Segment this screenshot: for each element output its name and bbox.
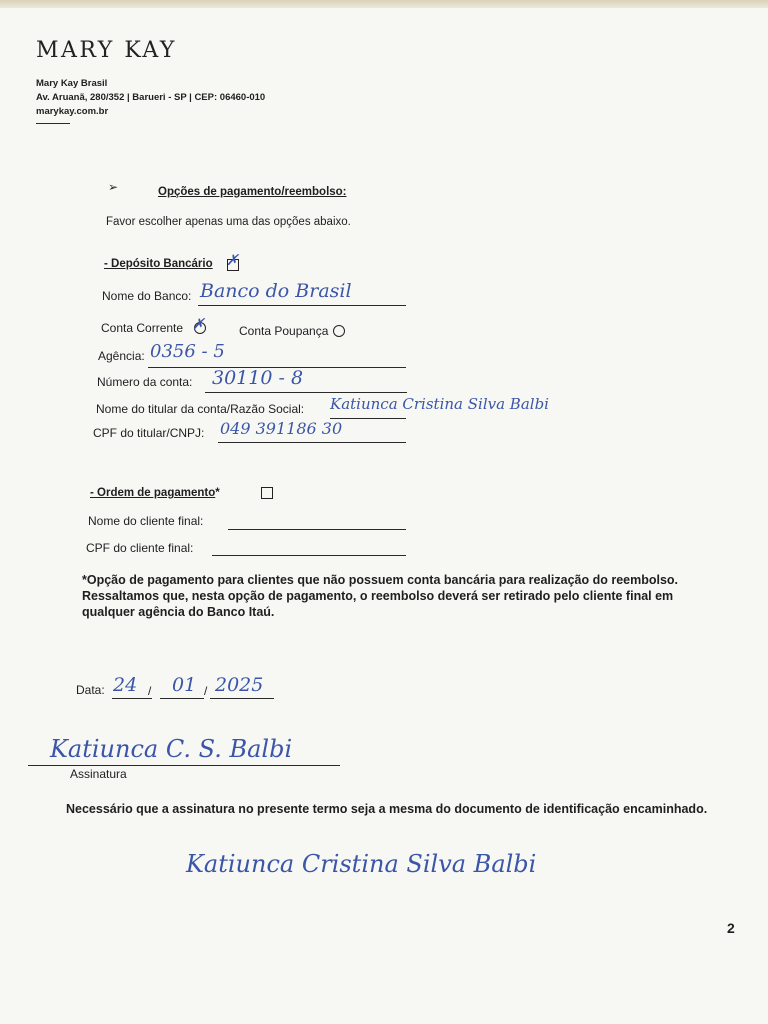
bank-name-label: Nome do Banco: (102, 289, 192, 303)
cpf-cliente-label: CPF do cliente final: (86, 541, 194, 555)
ordem-note: *Opção de pagamento para clientes que não possuem conta bancária para realização do reembolso. Ressaltamos que, nesta opção de pagamento, o reembolso deverá ser retirado pelo cliente final em qualquer agência do Banco Itaú. (82, 573, 679, 619)
section-title: Opções de pagamento/reembolso: (158, 186, 347, 198)
numero-conta-value[interactable]: 30110 - 8 (212, 367, 304, 389)
agencia-value[interactable]: 0356 - 5 (150, 341, 225, 362)
date-month-line (160, 698, 204, 699)
company-name: Mary Kay Brasil (36, 78, 108, 89)
conta-poupanca-radio[interactable] (333, 325, 345, 337)
arrow-bullet: ➢ (108, 180, 119, 194)
cpf-value[interactable]: 049 391186 30 (220, 419, 343, 438)
ordem-checkbox[interactable] (261, 487, 273, 499)
signature-label: Assinatura (70, 767, 127, 781)
deposito-heading: - Depósito Bancário (104, 258, 213, 270)
date-sep-1: / (148, 684, 152, 698)
conta-corrente-check-mark: ✗ (192, 315, 205, 333)
conta-corrente-label: Conta Corrente (101, 321, 184, 335)
titular-value[interactable]: Katiunca Cristina Silva Balbi (330, 395, 549, 413)
bank-name-value[interactable]: Banco do Brasil (200, 280, 352, 302)
ordem-heading-wrap (90, 487, 220, 499)
date-year[interactable]: 2025 (215, 674, 264, 696)
numero-conta-label: Número da conta: (97, 375, 193, 389)
company-website: marykay.com.br (36, 106, 109, 117)
page-number: 2 (727, 920, 735, 936)
paper-edge (0, 0, 768, 8)
conta-poupanca-label: Conta Poupança (239, 324, 329, 338)
date-day[interactable]: 24 (113, 674, 138, 696)
ordem-heading: - Ordem de pagamento (90, 487, 216, 499)
date-year-line (210, 698, 274, 699)
cpf-line (218, 442, 406, 443)
bank-name-line (198, 305, 406, 306)
necessary-note: Necessário que a assinatura no presente termo seja a mesma do documento de identificação encaminhado. (66, 802, 708, 816)
section-instruction: Favor escolher apenas uma das opções abaixo. (106, 216, 351, 228)
full-name-handwritten: Katiunca Cristina Silva Balbi (186, 850, 537, 878)
deposito-check-mark: ✗ (226, 251, 239, 269)
signature-line[interactable] (28, 765, 340, 766)
date-day-line (112, 698, 152, 699)
cpf-cliente-line[interactable] (212, 555, 406, 556)
date-sep-2: / (204, 684, 208, 698)
signature: Katiunca C. S. Balbi (50, 735, 293, 763)
cliente-label: Nome do cliente final: (88, 514, 204, 528)
cpf-label: CPF do titular/CNPJ: (93, 426, 205, 440)
titular-label: Nome do titular da conta/Razão Social: (96, 402, 305, 416)
ordem-asterisk: * (215, 487, 220, 499)
numero-conta-line (205, 392, 407, 393)
date-month[interactable]: 01 (172, 674, 197, 696)
header-divider (36, 123, 70, 124)
cliente-line[interactable] (228, 529, 406, 530)
company-address: Av. Aruanã, 280/352 | Barueri - SP | CEP: 06460-010 (36, 92, 266, 103)
date-label: Data: (76, 683, 105, 697)
mary-kay-logo: MARY KAY (36, 38, 177, 63)
agencia-label: Agência: (98, 349, 145, 363)
